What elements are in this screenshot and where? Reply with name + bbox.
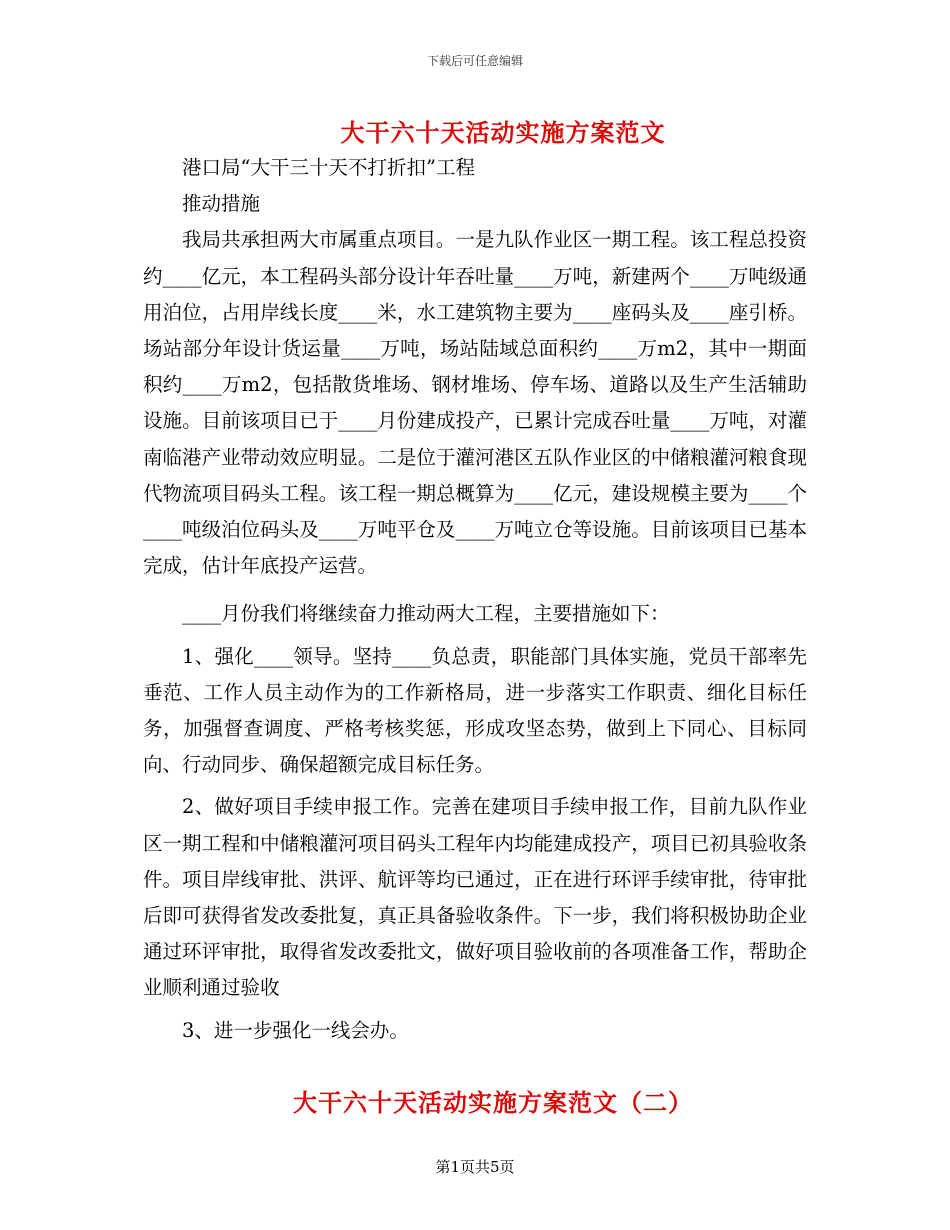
paragraph-measure-1: 1、强化____领导。坚持____负总责，职能部门具体实施，党员干部率先垂范、工作人员主动作为的工作新格局，进一步落实工作职责、细化目标任务，加强督查调度、严格考核奖惩，形成攻坚态势，做到上下同心、目标同向、行动同步、确保超额完成目标任务。 xyxy=(143,644,807,777)
paragraph-section-heading: 推动措施 xyxy=(182,192,261,216)
paragraph-measure-3: 3、进一步强化一线会办。 xyxy=(182,1018,409,1042)
paragraph-measure-2: 2、做好项目手续申报工作。完善在建项目手续申报工作，目前九队作业区一期工程和中储粮灌河项目码头工程年内均能建成投产，项目已初具验收条件。项目岸线审批、洪评、航评等均已通过，正在进行环评手续审批，待审批后即可获得省发改委批复，真正具备验收条件。下一步，我们将积极协助企业通过环评审批，取得省发改委批文，做好项目验收前的各项准备工作，帮助企业顺利通过验收 xyxy=(143,795,807,1000)
page-number: 第1页共5页 xyxy=(435,1158,515,1176)
paragraph-overview: 我局共承担两大市属重点项目。一是九队作业区一期工程。该工程总投资约____亿元，本工程码头部分设计年吞吐量____万吨，新建两个____万吨级通用泊位，占用岸线长度____米，水工建筑物主要为____座码头及____座引桥。场站部分年设计货运量____万吨，场站陆域总面积约____万m2，其中一期面积约____万m2，包括散货堆场、钢材堆场、停车场、道路以及生产生活辅助设施。目前该项目已于____月份建成投产，已累计完成吞吐量____万吨，对灌南临港产业带动效应明显。二是位于灌河港区五队作业区的中储粮灌河粮食现代物流项目码头工程。该工程一期总概算为____亿元，建设规模主要为____个____吨级泊位码头及____万吨平仓及____万吨立仓等设施。目前该项目已基本完成，估计年底投产运营。 xyxy=(143,228,807,578)
document-body xyxy=(143,150,807,1049)
paragraph-measures-intro: ____月份我们将继续奋力推动两大工程，主要措施如下： xyxy=(182,602,670,626)
document-title: 大干六十天活动实施方案范文 xyxy=(340,118,666,147)
page-header: 下载后可任意编辑 xyxy=(426,54,523,68)
section-title-2: 大干六十天活动实施方案范文（二） xyxy=(293,1088,693,1117)
paragraph-project-name: 港口局“大干三十天不打折扣”工程 xyxy=(182,156,475,179)
